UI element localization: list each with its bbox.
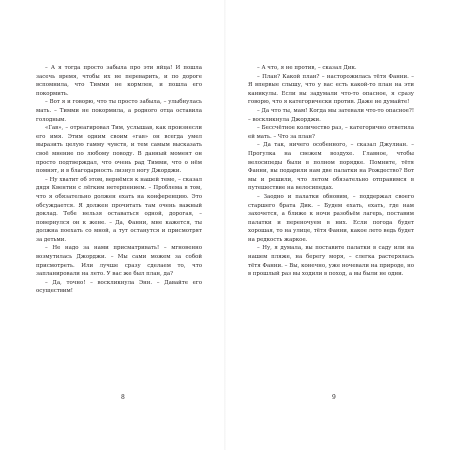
paragraph: – Бессчётное количество раз, – категорично ответила ей мать. – Что за план? xyxy=(248,125,414,140)
paragraph: – Ну, я думала, вы поставите палатки в саду или на нашем пляже, на берегу моря, – слегка растерялась тётя Фанни. – Вы, конечно, уже ночевали на природе, но в прошлый раз вы ходили в поход, а вы были не одни. xyxy=(248,245,414,278)
paragraph: – Заодно и палатки обновим, – поддержал своего старшего брата Дик. – Будем ехать, ехать, где нам захочется, а ближе к ночи разобьём лагерь, поставим палатки и переночуем в них. Если погода будет хорошая, то на улице, тётя Фанни, какое лето ведь будет на редкость жаркое. xyxy=(248,193,414,243)
right-page xyxy=(248,64,414,279)
left-page-text xyxy=(36,64,202,296)
paragraph: – Вот я и говорю, что ты просто забыла, – улыбнулась мать. – Тимми не покормила, а родного отца оставила голодным. xyxy=(36,99,202,123)
right-page-text xyxy=(248,64,414,279)
paragraph: «Гав», – отреагировал Тим, услышав, как произнесли его имя. Этим одним своим «гав» он всегда умел выразить целую гамму чувств, и тем самым высказать своё мнение по любому поводу. В данный момент он просто подтверждал, что очень рад Тимми, что о нём помнят, и в благодарность лизнул ногу Джорджи. xyxy=(36,125,202,175)
paragraph: – Не надо за нами присматривать! – мгновенно возмутилась Джорджи. – Мы сами можем за собой присмотреть. Или лучше сразу сделаем то, что запланировали на лето. У вас же был план, да? xyxy=(36,245,202,278)
paragraph: – План? Какой план? – насторожилась тётя Фанни. – Я впервые слышу, что у вас есть какой-то план на эти каникулы. Если вы задумали что-то опасное, я сразу говорю, что я категорически против. Даже не думайте! xyxy=(248,73,414,106)
left-page xyxy=(36,64,202,296)
paragraph: – Да что ты, мам! Когда мы затевали что-то опасное?! – воскликнула Джорджи. xyxy=(248,107,414,123)
page-number-left: 8 xyxy=(121,394,125,401)
paragraph: – Ну хватит об этом, вернёмся к нашей теме, – сказал дядя Квентин с лёгким нетерпением. – Проблема в том, что я обязательно должен ехать на конференцию. Это обсуждается. Я должен прочитать там очень важный доклад. Тебе нельзя оставаться одной, дорогая, – повернулся он к жене. – Да, Фанни, мне кажется, ты должна поехать со мной, а тут останутся и присмотрят за детьми. xyxy=(36,176,202,243)
book-gutter xyxy=(224,0,226,450)
paragraph: – А я тогда просто забыла про эти яйца! И пошла засечь время, чтобы их не переварить, и по дороге вспомнила, что Тимми не кормлен, и пошла его покормить. xyxy=(36,65,202,97)
paragraph: – А что, я не против, – сказал Дик. xyxy=(257,65,357,71)
paragraph: – Да, точно! – воскликнула Энн. – Давайте его осуществим! xyxy=(36,279,202,295)
page-number-right: 9 xyxy=(332,394,336,401)
paragraph: – Да так, ничего особенного, – сказал Джулиан. – Прогулка на свежем воздухе. Главное, чтобы велосипеды были в полном порядке. Помните, тётя Фанни, вы подарили нам две палатки на Рождество? Вот мы и решили, что летом обязательно отправимся в путешествие на велосипедах. xyxy=(248,142,414,192)
